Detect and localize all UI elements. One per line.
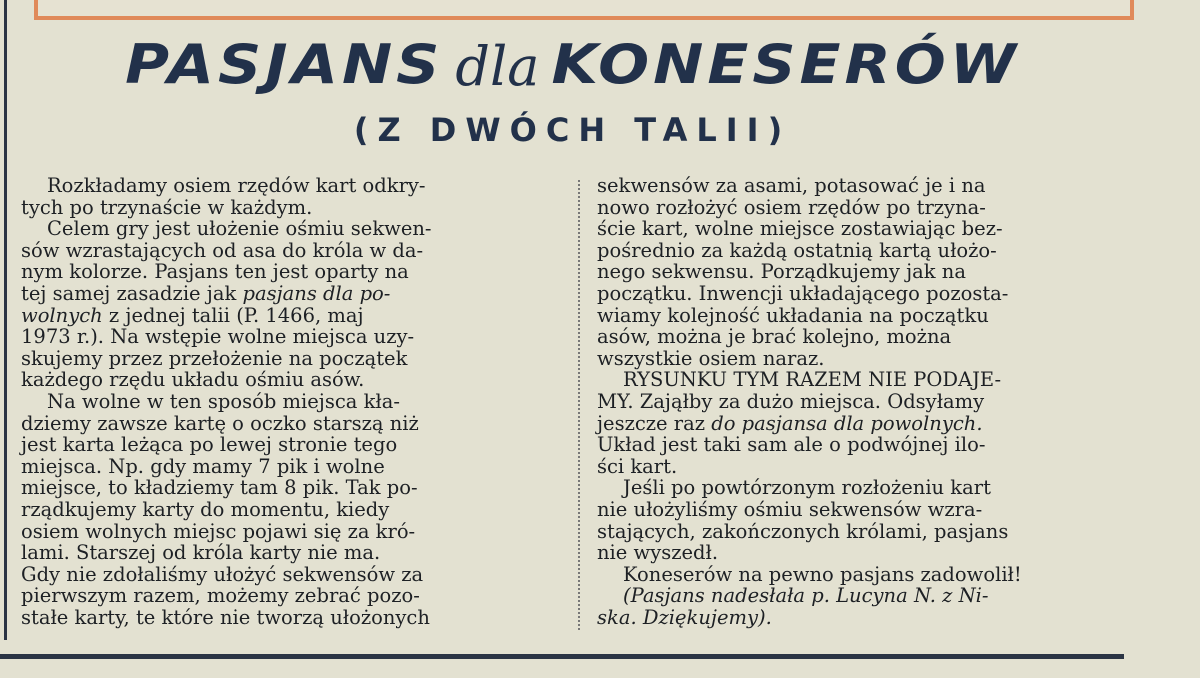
text-line: osiem wolnych miejsc pojawi się za kró- — [21, 519, 416, 543]
top-decorative-frame — [34, 0, 1134, 20]
text-line: każdego rzędu układu ośmiu asów. — [21, 368, 365, 392]
text-line: (Pasjans nadesłała p. Lucyna N. z Ni- — [623, 584, 989, 608]
text-line: stających, zakończonych królami, pasjans — [597, 519, 1009, 543]
text-line: stałe karty, te które nie tworzą ułożonych — [21, 605, 430, 629]
text-line: skujemy przez przełożenie na początek — [21, 346, 408, 370]
text-line: ści kart. — [597, 454, 678, 478]
text-line: jest karta leżąca po lewej stronie tego — [21, 433, 398, 457]
title-word-koneserow: KONESERÓW — [551, 33, 1020, 97]
text-line: Celem gry jest ułożenie ośmiu sekwen- — [47, 217, 432, 241]
text-line: asów, można je brać kolejno, można — [597, 325, 952, 349]
column-separator — [578, 180, 580, 630]
text-line: nego sekwensu. Porządkujemy jak na — [597, 260, 966, 284]
text-line: sów wzrastających od asa do króla w da- — [21, 238, 424, 262]
text-line: wszystkie osiem naraz. — [597, 346, 825, 370]
title-word-dla: dla — [455, 35, 540, 98]
text-line: miejsca. Np. gdy mamy 7 pik i wolne — [21, 454, 385, 478]
text-line: nie wyszedł. — [597, 541, 719, 565]
left-text-column — [21, 175, 558, 628]
text-line: RYSUNKU TYM RAZEM NIE PODAJE- — [623, 368, 1002, 392]
text-line: ska. Dziękujemy). — [597, 605, 772, 629]
article-title — [0, 30, 1145, 100]
text-line: Jeśli po powtórzonym rozłożeniu kart — [623, 476, 991, 500]
text-line: pośrednio za każdą ostatnią kartą ułożo- — [597, 238, 997, 262]
text-line: wolnych z jednej talii (P. 1466, maj — [21, 303, 364, 327]
text-line: Rozkładamy osiem rzędów kart odkry- — [47, 174, 426, 197]
text-line: tej samej zasadzie jak pasjans dla po- — [21, 281, 391, 305]
text-line: miejsce, to kładziemy tam 8 pik. Tak po- — [21, 476, 418, 500]
text-line: Układ jest taki sam ale o podwójnej ilo- — [597, 433, 986, 457]
text-line: MY. Zająłby za dużo miejsca. Odsyłamy — [597, 389, 985, 413]
article-subtitle: (Z DWÓCH TALII) — [353, 111, 792, 149]
text-line: rządkujemy karty do momentu, kiedy — [21, 497, 390, 521]
text-line: 1973 r.). Na wstępie wolne miejsca uzy- — [21, 325, 415, 349]
text-line: dziemy zawsze kartę o oczko starszą niż — [21, 411, 419, 435]
text-line: początku. Inwencji układającego pozosta- — [597, 281, 1009, 305]
text-line: tych po trzynaście w każdym. — [21, 195, 313, 219]
text-line: nowo rozłożyć osiem rzędów po trzyna- — [597, 195, 986, 219]
text-line: nym kolorze. Pasjans ten jest oparty na — [21, 260, 409, 284]
text-line: jeszcze raz do pasjansa dla powolnych. — [597, 411, 983, 435]
text-line: Koneserów na pewno pasjans zadowolił! — [623, 562, 1022, 586]
text-line: wiamy kolejność układania na początku — [597, 303, 989, 327]
text-line: Gdy nie zdołaliśmy ułożyć sekwensów za — [21, 562, 424, 586]
text-line: sekwensów za asami, potasować je i na — [597, 174, 986, 197]
right-text-column — [597, 175, 1125, 628]
text-line: Na wolne w ten sposób miejsca kła- — [47, 389, 400, 413]
text-line: lami. Starszej od króla karty nie ma. — [21, 541, 381, 565]
text-line: ście kart, wolne miejsce zostawiając bez- — [597, 217, 1003, 241]
text-line: nie ułożyliśmy ośmiu sekwensów wzra- — [597, 497, 983, 521]
title-word-pasjans: PASJANS — [125, 33, 444, 97]
text-line: pierwszym razem, możemy zebrać pozo- — [21, 584, 420, 608]
bottom-border-rule — [0, 654, 1124, 659]
